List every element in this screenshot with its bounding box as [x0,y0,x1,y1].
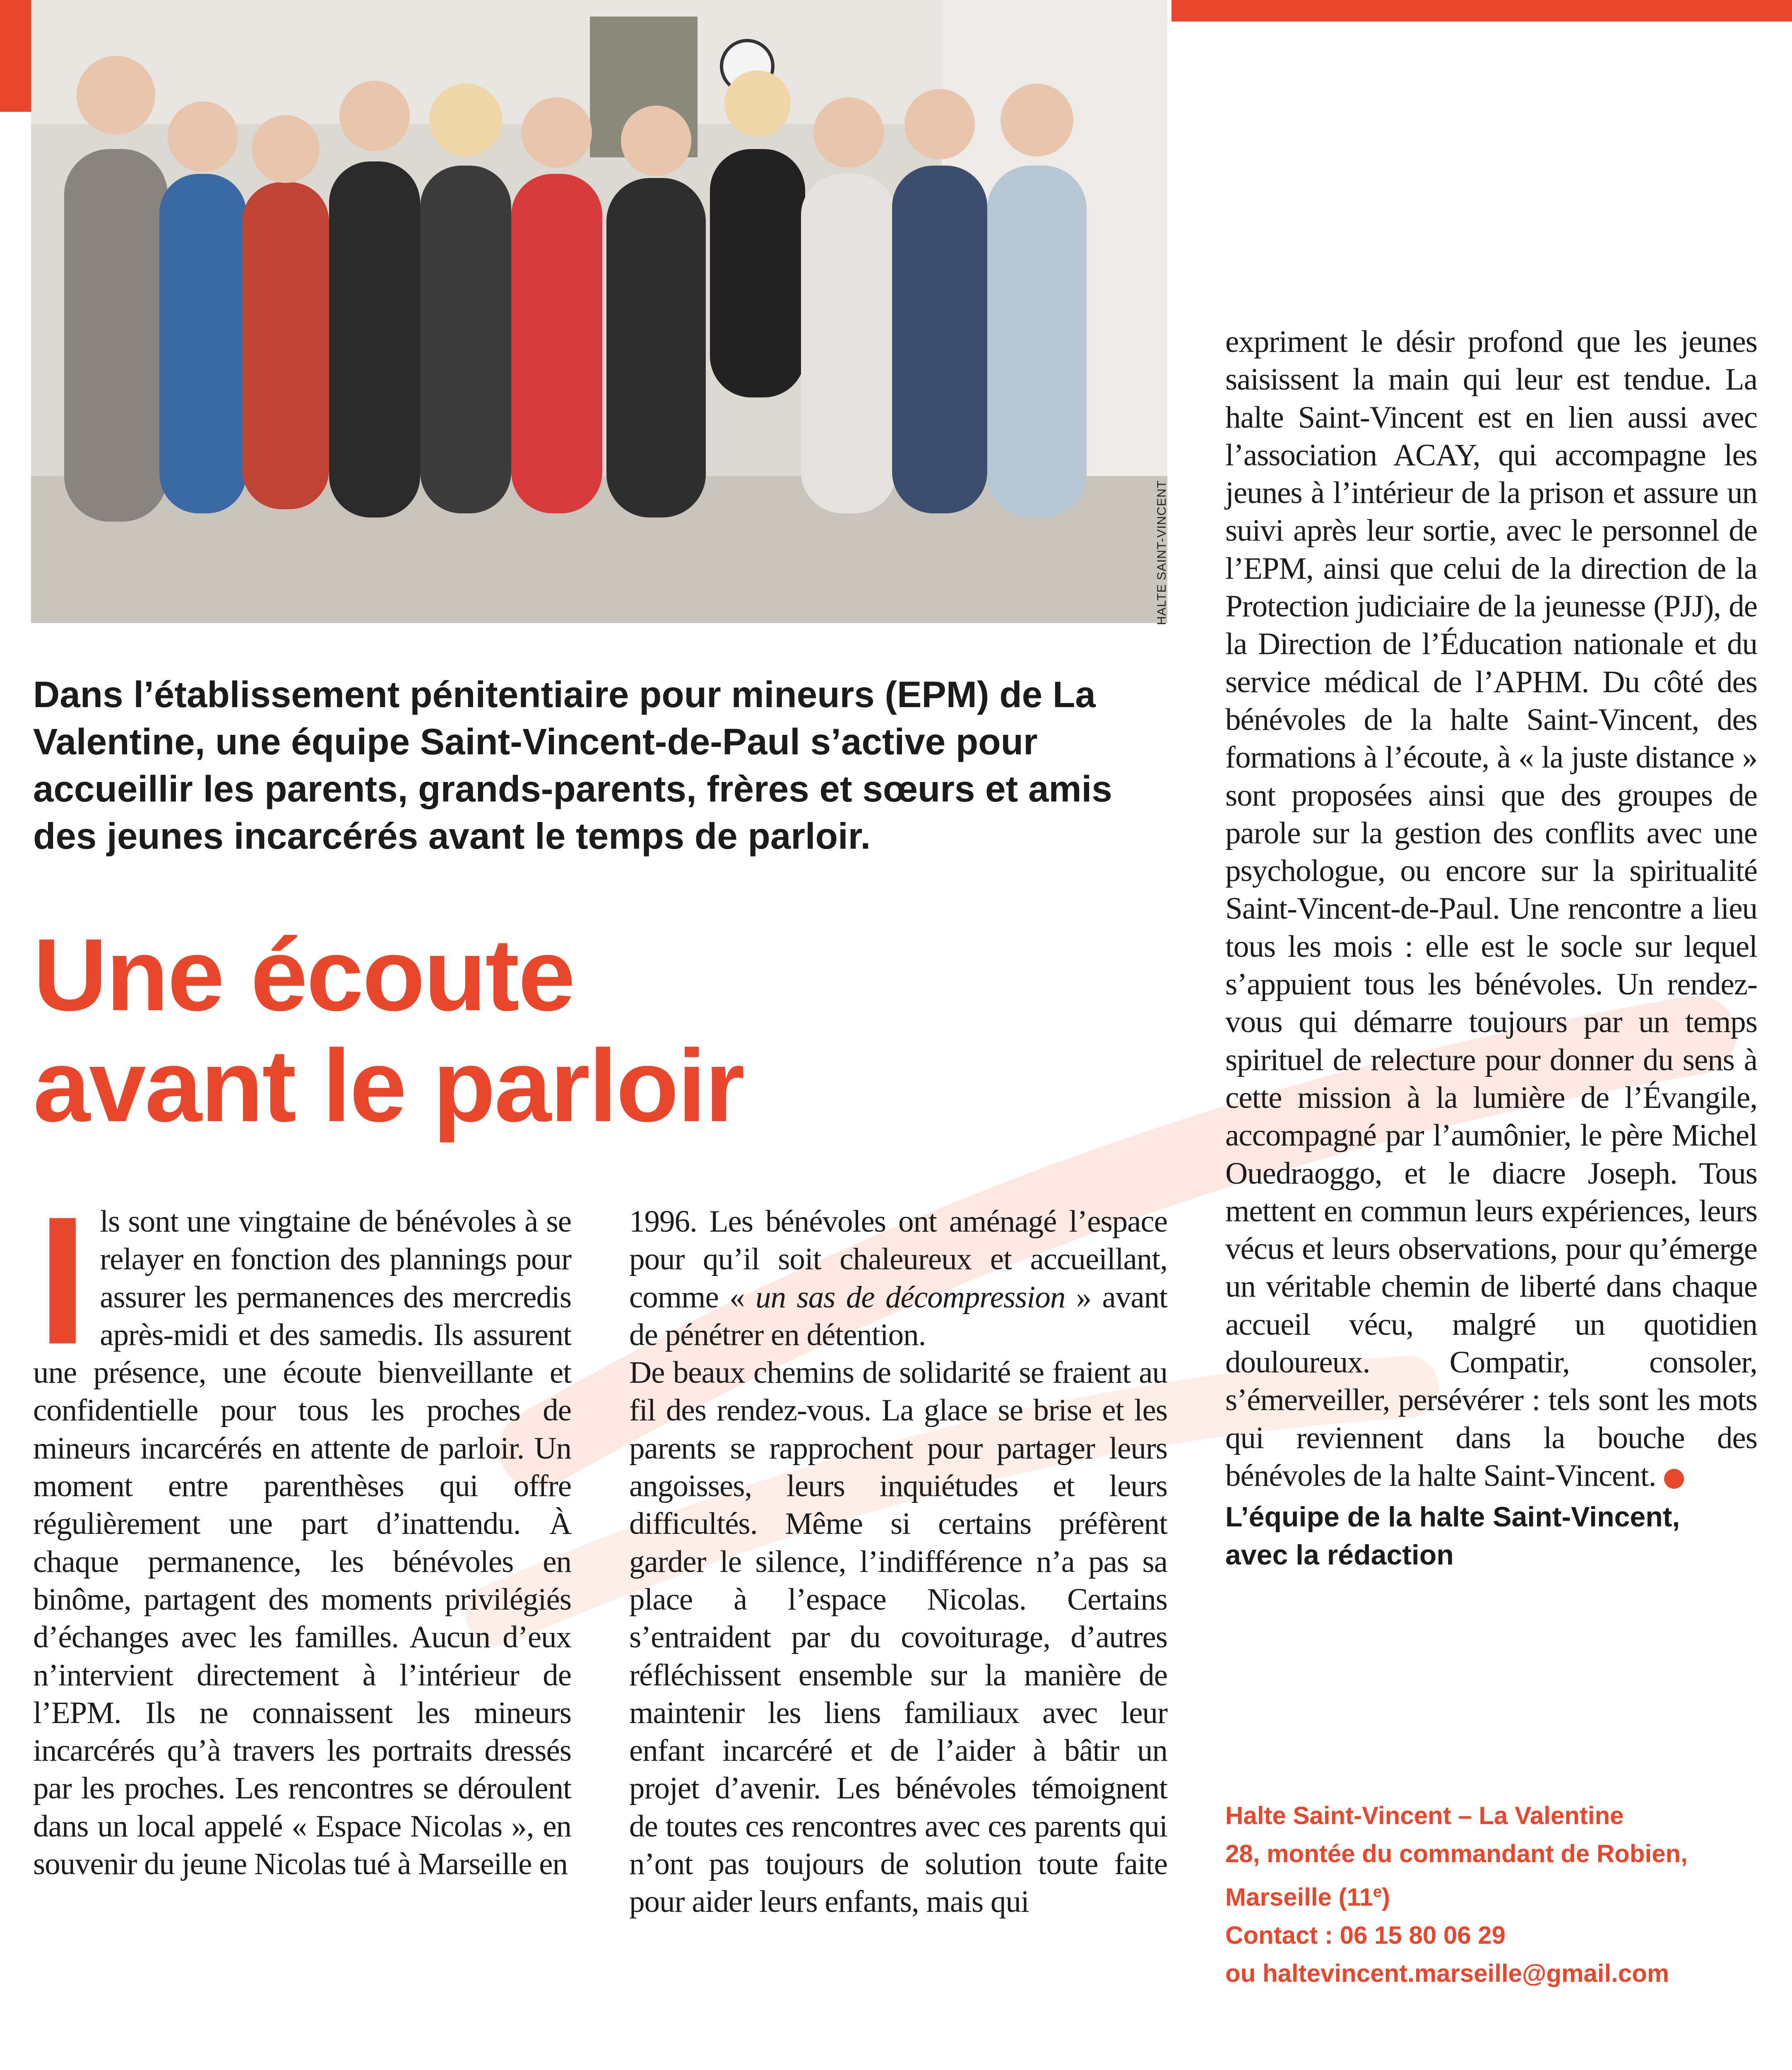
column-2-paragraph-2: De beaux chemins de solidarité se fraient au fil des rendez-vous. La glace se brise et les parents se rapprochent pour partager leurs angoisses, leurs inquiétudes et leurs difficultés. Même si certains préfèrent garder le silence, l’indifférence n’a pas sa place à l’espace Nicolas. Certains s’entraident par du covoiturage, d’autres réfléchissent ensemble sur la manière de maintenir les liens familiaux avec leur enfant incarcéré et de l’aider à bâtir un projet d’avenir. Les bénévoles témoignent de toutes ces rencontres avec ces parents qui n’ont pas toujours de solution toute faite pour aider leurs enfants, mais qui [629,1355,1167,1919]
title-line-2: avant le parloir [33,1028,744,1143]
article-intro: Dans l’établissement pénitentiaire pour mineurs (EPM) de La Valentine, une équipe Saint-Vincent-de-Paul s’active pour accueillir les parents, grands-parents, frères et sœurs et amis des jeunes incarcérés avant le temps de parloir. [33,674,1112,857]
end-bullet-icon [1664,1469,1684,1489]
article-column-3 [1225,323,1757,1574]
column-1-text: ls sont une vingtaine de bénévoles à se relayer en fonction des plannings pour assurer les permanences des mercredis après-midi et des samedis. Ils assurent une présence, une écoute bienveillante et confidentielle pour tous les proches de mineurs incarcérés en attente de parloir. Un moment entre parenthèses qui offre régulièrement une part d’inattendu. À chaque permanence, les bénévoles en binôme, partagent des moments privilégiés d’échanges avec les familles. Aucun d’eux n’intervient directement à l’intérieur de l’EPM. Ils ne connaissent les mineurs incarcérés qu’à travers les portraits dressés par les proches. Les rencontres se déroulent dans un local appelé « Espace Nicolas », en souvenir du jeune Nicolas tué à Marseille en [33,1204,571,1882]
article-title [33,919,1159,1141]
article-column-1 [33,1179,571,1883]
drop-cap: I [37,1179,88,1382]
contact-city [1225,1873,1755,1916]
column-2-text-a: 1996. Les bénévoles ont aménagé l’espace pour qu’il soit chaleureux et accueillant, comme « [629,1204,1167,1314]
column-2-italic: un sas de décompression [755,1280,1066,1314]
column-2-paragraph-1 [629,1203,1167,1354]
signature-line-2: avec la rédaction [1225,1539,1454,1571]
left-accent-bar [0,0,31,112]
contact-name: Halte Saint-Vincent – La Valentine [1225,1802,1624,1829]
signature-line-1: L’équipe de la halte Saint-Vincent, [1225,1501,1680,1533]
article-signature [1225,1498,1757,1574]
contact-email[interactable]: ou haltevincent.marseille@gmail.com [1225,1959,1669,1987]
contact-city-sup: e [1373,1883,1382,1901]
top-accent-bar [1171,0,1792,22]
column-3-text [1225,323,1757,1495]
article-column-2 [629,1203,1167,1921]
contact-street: 28, montée du commandant de Robien, [1225,1840,1688,1868]
contact-info [1225,1797,1755,1993]
contact-city-text: Marseille (11 [1225,1883,1373,1911]
volunteers-photo-illustration [31,0,1167,623]
contact-city-end: ) [1382,1883,1390,1911]
contact-phone: Contact : 06 15 80 06 29 [1225,1921,1506,1949]
column-3-body: expriment le désir profond que les jeunes saisissent la main qui leur est tendue. La halte Saint-Vincent est en lien aussi avec l’association ACAY, qui accompagne les jeunes à l’intérieur de la prison et assure un suivi après leur sortie, avec le personnel de l’EPM, ainsi que celui de la direction de la Protection judiciaire de la jeunesse (PJJ), de la Direction de l’Éducation nationale et du service médical de l’APHM. Du côté des bénévoles de la halte Saint-Vincent, des formations à l’écoute, à « la juste distance » sont proposées ainsi que des groupes de parole sur la gestion des conflits avec une psychologue, ou encore sur la spiritualité Saint-Vincent-de-Paul. Une rencontre a lieu tous les mois : elle est le socle sur lequel s’appuient tous les bénévoles. Un rendez-vous qui démarre toujours par un temps spirituel de relecture pour donner du sens à cette mission à la lumière de l’Évangile, accompagné par l’aumônier, le père Michel Ouedraoggo, et le diacre Joseph. Tous mettent en commun leurs expériences, leurs vécus et leurs observations, pour qu’émerge un véritable chemin de liberté dans chaque accueil vécu, malgré un quotidien douloureux. Compatir, consoler, s’émerveiller, persévérer : tels sont les mots qui reviennent dans la bouche des bénévoles de la halte Saint-Vincent. [1225,325,1757,1493]
photo-credit: HALTE SAINT-VINCENT [1155,480,1169,625]
group-photo [31,0,1167,623]
title-line-1: Une écoute [33,917,574,1032]
column-2-text-b: » avant de pénétrer en détention. [629,1280,1167,1352]
